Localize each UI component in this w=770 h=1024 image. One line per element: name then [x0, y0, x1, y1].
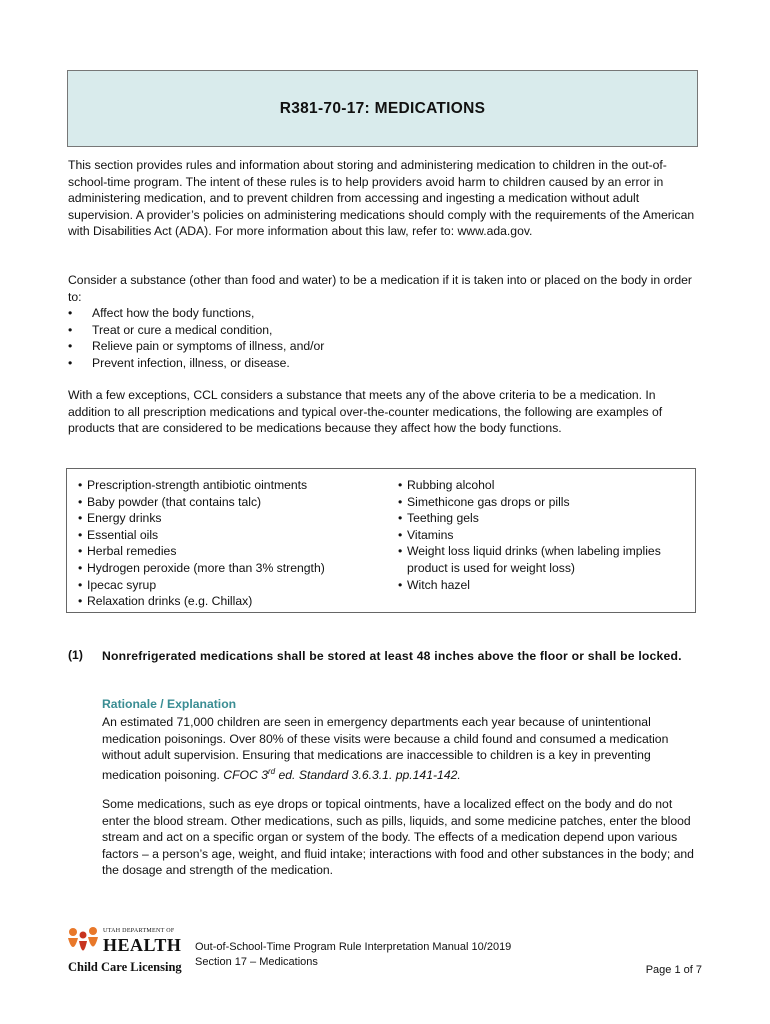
rationale-heading: Rationale / Explanation [102, 697, 237, 711]
list-item: • Energy drinks [78, 510, 378, 527]
logo-dept-text: UTAH DEPARTMENT OF [103, 928, 175, 934]
list-item: • Baby powder (that contains talc) [78, 494, 378, 511]
list-item: • Treat or cure a medical condition, [68, 322, 696, 339]
list-item: • Hydrogen peroxide (more than 3% strength) [78, 560, 378, 577]
logo-health-text: HEALTH [103, 935, 182, 955]
list-item: • Affect how the body functions, [68, 305, 696, 322]
list-item: • Relieve pain or symptoms of illness, and/or [68, 338, 696, 355]
examples-box [66, 468, 696, 613]
citation-post: ed. Standard 3.6.3.1. pp.141-142. [275, 767, 461, 782]
title-box [67, 70, 698, 147]
list-item: • Relaxation drinks (e.g. Chillax) [78, 593, 378, 610]
consider-section [68, 272, 696, 372]
exceptions-paragraph: With a few exceptions, CCL considers a substance that meets any of the above criteria to be a medication. In addition to all prescription medications and typical over-the-counter medications, the following are examples of products that are considered to be medications because they affect how the body functions. [68, 388, 663, 436]
family-figures-icon [66, 926, 100, 962]
list-item: • Witch hazel [398, 577, 688, 594]
rationale-text: An estimated 71,000 children are seen in emergency departments each year because of unintentional medication poisonings. Over 80% of these visits were because a child found and consumed a medication without adult supervision. Ensuring that medications are inaccessible to children is a key in preventing medication poisoning. [102, 715, 669, 782]
health-logo [66, 924, 188, 978]
consider-lead: Consider a substance (other than food and water) to be a medication if it is taken into or placed on the body in order to: [68, 273, 692, 304]
rationale-paragraph-1 [102, 714, 696, 783]
list-item: • Simethicone gas drops or pills [398, 494, 688, 511]
list-item: • Teething gels [398, 510, 688, 527]
rule-text: Nonrefrigerated medications shall be stored at least 48 inches above the floor or shall be locked. [102, 649, 682, 663]
citation [223, 768, 461, 782]
footer [195, 940, 511, 969]
citation-sup: rd [267, 766, 276, 776]
list-item: • Herbal remedies [78, 543, 378, 560]
citation-pre: CFOC 3 [223, 767, 268, 782]
list-item: • Prevent infection, illness, or disease. [68, 355, 696, 372]
rationale-paragraph-2: Some medications, such as eye drops or topical ointments, have a localized effect on the body and do not enter the blood stream. Other medications, such as pills, liquids, and some medicine patches, enter the blood stream and act on a specific organ or system of the body. The effects of a medication depend upon various factors – a person’s age, weight, and fluid intake; interactions with food and other substances in the body; and the dosage and strength of the medication. [102, 797, 694, 878]
list-item: • Weight loss liquid drinks (when labeling implies product is used for weight loss) [398, 543, 688, 576]
examples-left-column [78, 477, 378, 610]
list-item: • Rubbing alcohol [398, 477, 688, 494]
consider-list [68, 305, 696, 371]
list-item: • Essential oils [78, 527, 378, 544]
logo-ccl-text: Child Care Licensing [68, 960, 182, 974]
footer-manual-title: Out-of-School-Time Program Rule Interpretation Manual 10/2019 [195, 941, 512, 953]
footer-section: Section 17 – Medications [195, 955, 318, 968]
page-title: R381-70-17: MEDICATIONS [279, 99, 486, 117]
rule-number: (1) [68, 648, 83, 662]
examples-right-column [398, 477, 688, 593]
page-number: Page 1 of 7 [645, 964, 702, 976]
intro-paragraph: This section provides rules and information about storing and administering medication to children in the out-of-school-time program. The intent of these rules is to help providers avoid harm to children caused by an error in administering medication, and to prevent children from accessing and ingesting a medication without adult supervision. A provider’s policies on administering medications should comply with the requirements of the American with Disabilities Act (ADA). For more information about this law, refer to: www.ada.gov. [68, 158, 695, 239]
list-item: • Vitamins [398, 527, 688, 544]
list-item: • Prescription-strength antibiotic ointments [78, 477, 378, 494]
list-item: • Ipecac syrup [78, 577, 378, 594]
